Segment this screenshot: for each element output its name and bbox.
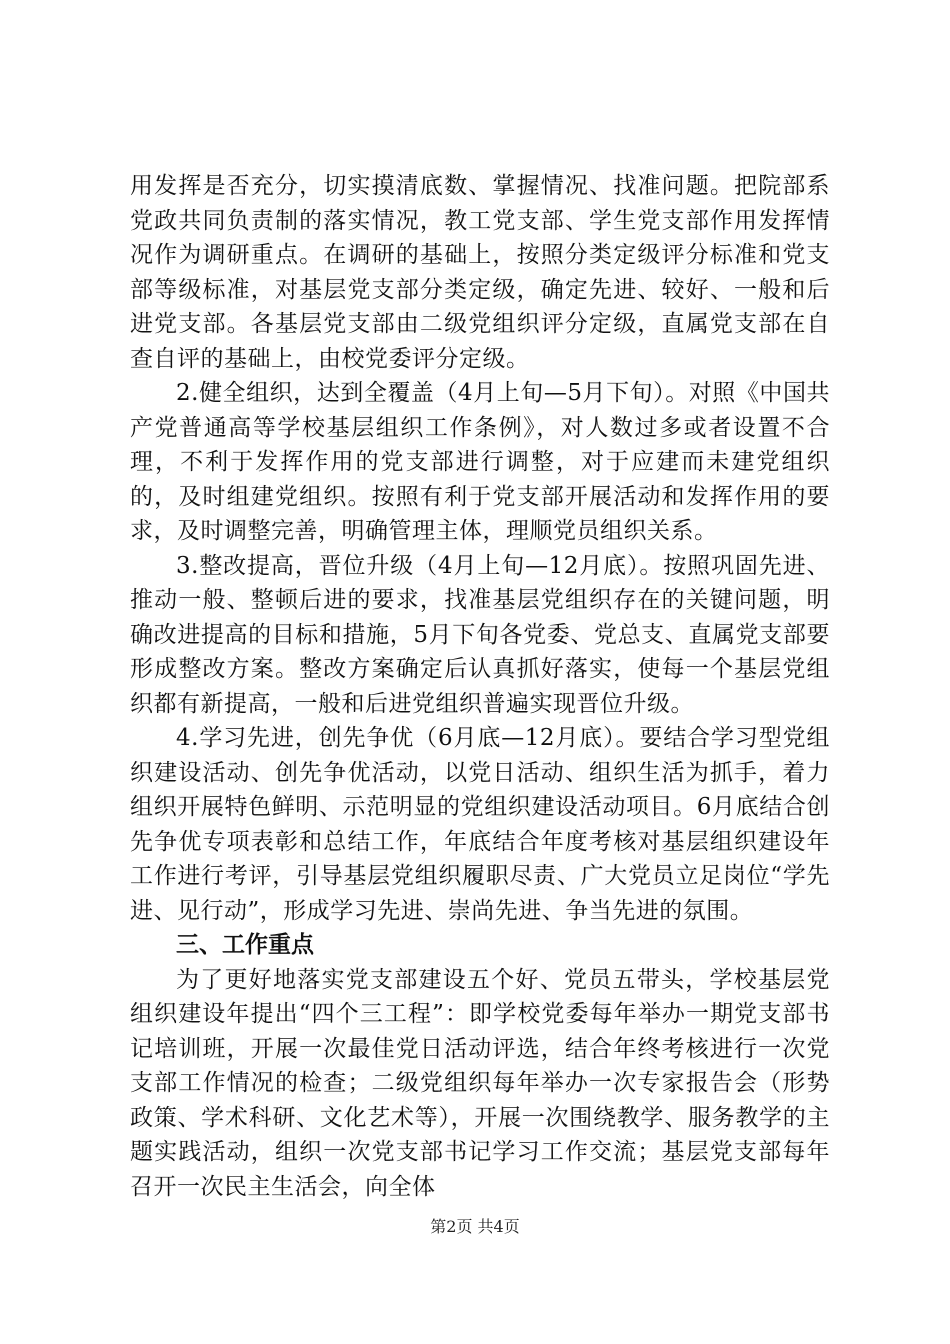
page-footer: 第2页 共4页 [430,1217,520,1236]
paragraph-item-3: 3.整改提高，晋位升级（4月上旬—12月底）。按照巩固先进、推动一般、整顿后进的要求，找准基层党组织存在的关键问题，明确改进提高的目标和措施，5月下旬各党委、党总支、直属党支部要形成整改方案。整改方案确定后认真抓好落实，使每一个基层党组织都有新提高，一般和后进党组织普遍实现晋位升级。 [130,552,830,717]
paragraph-item-4: 4.学习先进，创先争优（6月底—12月底）。要结合学习型党组织建设活动、创先争优活动，以党日活动、组织生活为抓手，着力组织开展特色鲜明、示范明显的党组织建设活动项目。6月底结合创先争优专项表彰和总结工作，年底结合年度考核对基层组织建设年工作进行考评，引导基层党组织履职尽责、广大党员立足岗位“学先进、见行动”，形成学习先进、崇尚先进、争当先进的氛围。 [130,725,830,924]
section-heading: 三、工作重点 [176,932,314,958]
paragraph-section-3: 为了更好地落实党支部建设五个好、党员五带头，学校基层党组织建设年提出“四个三工程”：即学校党委每年举办一期党支部书记培训班，开展一次最佳党日活动评选，结合年终考核进行一次党支部工作情况的检查；二级党组织每年举办一次专家报告会（形势政策、学术科研、文化艺术等），开展一次围绕教学、服务教学的主题实践活动，组织一次党支部书记学习工作交流；基层党支部每年召开一次民主生活会，向全体 [130,966,830,1200]
paragraph-continued: 用发挥是否充分，切实摸清底数、掌握情况、找准问题。把院部系党政共同负责制的落实情况，教工党支部、学生党支部作用发挥情况作为调研重点。在调研的基础上，按照分类定级评分标准和党支部等级标准，对基层党支部分类定级，确定先进、较好、一般和后进党支部。各基层党支部由二级党组织评分定级，直属党支部在自查自评的基础上，由校党委评分定级。 [130,173,830,372]
paragraph-item-2: 2.健全组织，达到全覆盖（4月上旬—5月下旬）。对照《中国共产党普通高等学校基层组织工作条例》，对人数过多或者设置不合理，不利于发挥作用的党支部进行调整，对于应建而未建党组织的，及时组建党组织。按照有利于党支部开展活动和发挥作用的要求，及时调整完善，明确管理主体，理顺党员组织关系。 [130,380,830,544]
document-body [130,169,830,1204]
